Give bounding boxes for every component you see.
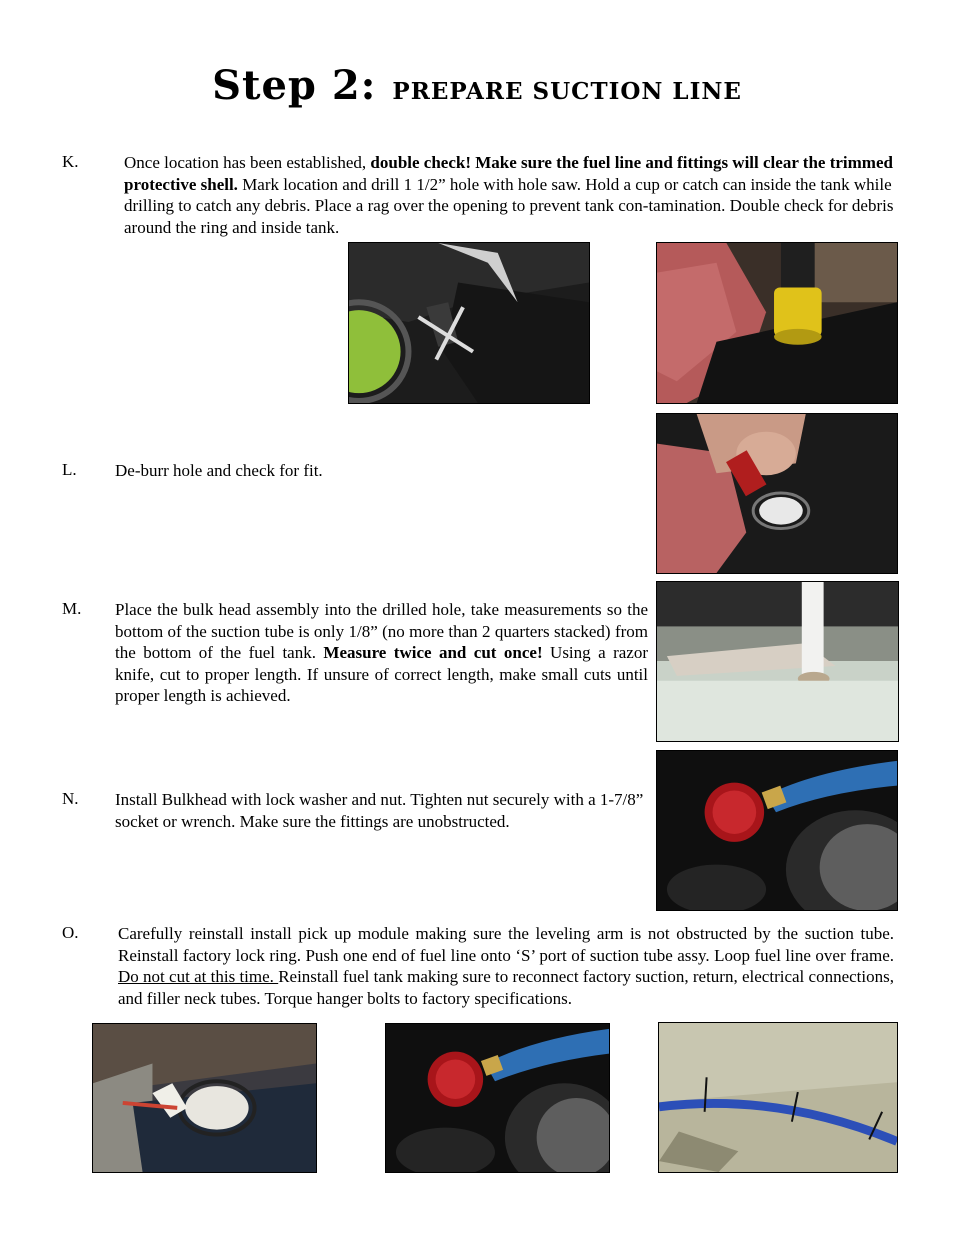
step-m-letter: M.	[62, 599, 82, 618]
photo-suction-tube	[656, 581, 899, 742]
step-l-letter: L.	[62, 460, 77, 479]
step-o-letter: O.	[62, 923, 79, 942]
photo-deburr	[656, 413, 898, 574]
step-o-underline: Do not cut at this time.	[118, 967, 279, 986]
step-k-rest: Mark location and drill 1 1/2” hole with hole saw. Hold a cup or catch can inside the tank while drilling to catch any debris. Place a rag over the opening to prevent tank con-tamination. Double check for debris around the ring and inside tank.	[124, 174, 894, 237]
photo-hole-saw	[656, 242, 898, 404]
step-o-rest: Reinstall fuel tank making sure to reconnect factory suction, return, electrical connections, and filler neck tubes. Torque hanger bolts to factory specifications.	[118, 967, 894, 1008]
step-k-letter: K.	[62, 152, 79, 171]
photo-pickup-module	[92, 1023, 317, 1173]
step-l-text: De-burr hole and check for fit.	[115, 461, 323, 480]
step-o-intro: Carefully reinstall install pick up module making sure the leveling arm is not obstructed by the suction tube. Reinstall factory lock ring. Push one end of fuel line onto ‘S’ port of suction tube assy. Loop fuel line over frame.	[118, 924, 894, 965]
step-k-bold: double check! Make sure the fuel line and fittings will clear the trimmed protective shell.	[124, 153, 893, 194]
page-title	[0, 62, 954, 109]
step-m-text	[115, 599, 648, 707]
photo-marked-tank	[348, 242, 590, 404]
title-main: Step 2:	[212, 62, 377, 109]
photo-fuel-line	[658, 1022, 898, 1173]
step-o-text	[118, 923, 894, 1009]
title-sub: PREPARE SUCTION LINE	[392, 78, 742, 105]
step-k-intro: Once location has been established,	[124, 153, 371, 172]
photo-bulkhead-hose	[385, 1023, 610, 1173]
step-k-text	[124, 152, 894, 238]
step-n-letter: N.	[62, 789, 79, 808]
step-n-text: Install Bulkhead with lock washer and nut. Tighten nut securely with a 1-7/8” socket or wrench. Make sure the fittings are unobstructed.	[115, 790, 644, 831]
step-m-rest: Using a razor knife, cut to proper length. If unsure of correct length, make small cuts until proper length is achieved.	[115, 643, 648, 705]
step-m-bold: Measure twice and cut once!	[323, 643, 543, 662]
photo-bulkhead	[656, 750, 898, 911]
step-m-intro: Place the bulk head assembly into the drilled hole, take measurements so the bottom of the suction tube is only 1/8” (no more than 2 quarters stacked) from the bottom of the fuel tank.	[115, 600, 648, 662]
